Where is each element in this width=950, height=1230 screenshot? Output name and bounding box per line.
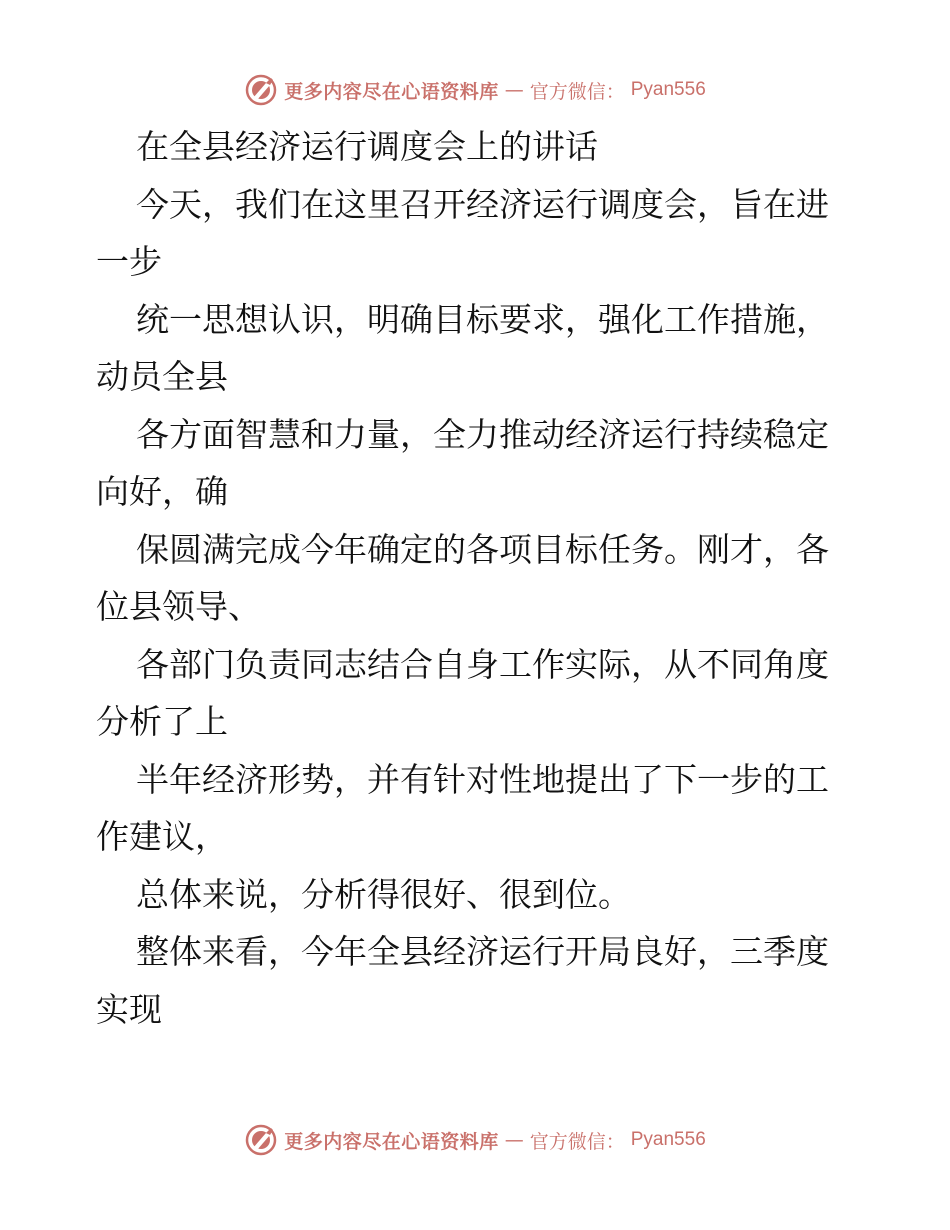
brand-banner (244, 73, 706, 107)
brush-pen-icon (244, 1123, 278, 1157)
paragraph-line: 作建议， (96, 817, 228, 856)
brand-dash: — (504, 1129, 524, 1151)
brand-text: 更多内容尽在心语资料库 (284, 80, 499, 103)
paragraph-line: 实现 (96, 989, 162, 1029)
paragraph-line: 各方面智慧和力量，全力推动经济运行持续稳定 (136, 414, 829, 454)
wechat-label: 官方微信： (529, 1130, 625, 1153)
brand-text: 更多内容尽在心语资料库 (284, 1130, 499, 1153)
paragraph-line: 各部门负责同志结合自身工作实际，从不同角度 (136, 644, 829, 684)
wechat-label: 官方微信： (529, 80, 625, 103)
paragraph-line: 动员全县 (96, 357, 228, 396)
paragraph-line: 分析了上 (96, 702, 228, 741)
document-body (96, 118, 856, 1038)
paragraph-line: 向好，确 (96, 472, 228, 511)
paragraph-line: 总体来说，分析得很好、很到位。 (136, 874, 631, 914)
brand-dash: — (504, 79, 524, 101)
wechat-id: Pyan556 (630, 1129, 706, 1150)
wechat-id: Pyan556 (630, 79, 706, 100)
paragraph-line: 整体来看，今年全县经济运行开局良好，三季度 (136, 932, 829, 971)
paragraph-line: 位县领导、 (96, 587, 261, 626)
paragraph-line: 半年经济形势，并有针对性地提出了下一步的工 (136, 759, 829, 799)
document-title: 在全县经济运行调度会上的讲话 (136, 127, 598, 166)
paragraph-line: 保圆满完成今年确定的各项目标任务。刚才，各 (136, 529, 829, 569)
paragraph-line: 统一思想认识，明确目标要求，强化工作措施， (136, 299, 829, 339)
paragraph-line: 今天，我们在这里召开经济运行调度会，旨在进 (136, 184, 829, 224)
brush-pen-icon (244, 73, 278, 107)
paragraph-line: 一步 (96, 242, 162, 281)
brand-banner (244, 1123, 706, 1157)
page-footer-watermark (0, 1120, 950, 1160)
page-header-watermark (0, 70, 950, 110)
